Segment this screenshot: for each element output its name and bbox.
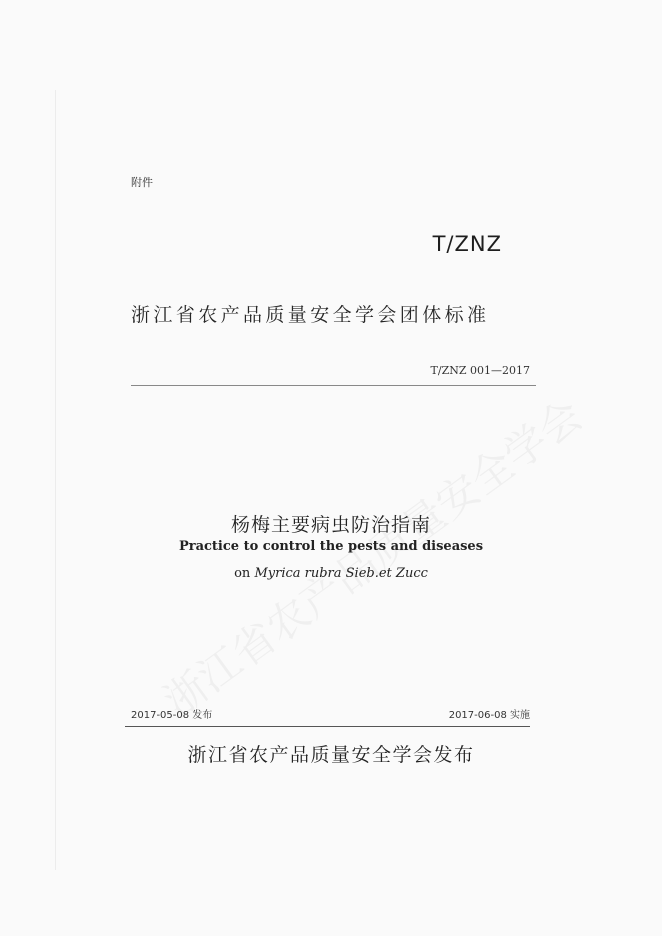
standard-number: T/ZNZ 001—2017 [430,364,530,377]
organization-standard-heading: 浙江省农产品质量安全学会团体标准 [131,304,490,326]
standard-code: T/ZNZ [432,232,502,256]
title-english-line-2 [0,566,662,581]
publisher: 浙江省农产品质量安全学会发布 [187,744,475,766]
title-english-line-1: Practice to control the pests and diseases [178,539,484,554]
attachment-label: 附件 [131,176,153,189]
top-divider [131,385,536,386]
release-date: 2017-05-08 发布 [131,710,213,721]
title-chinese: 杨梅主要病虫防治指南 [230,514,431,536]
title-scientific-name: Myrica rubra Sieb.et Zucc [254,566,428,581]
bottom-divider [125,726,530,727]
effective-date: 2017-06-08 实施 [448,710,530,721]
title-english-prefix: on [234,566,255,581]
watermark [150,384,593,729]
